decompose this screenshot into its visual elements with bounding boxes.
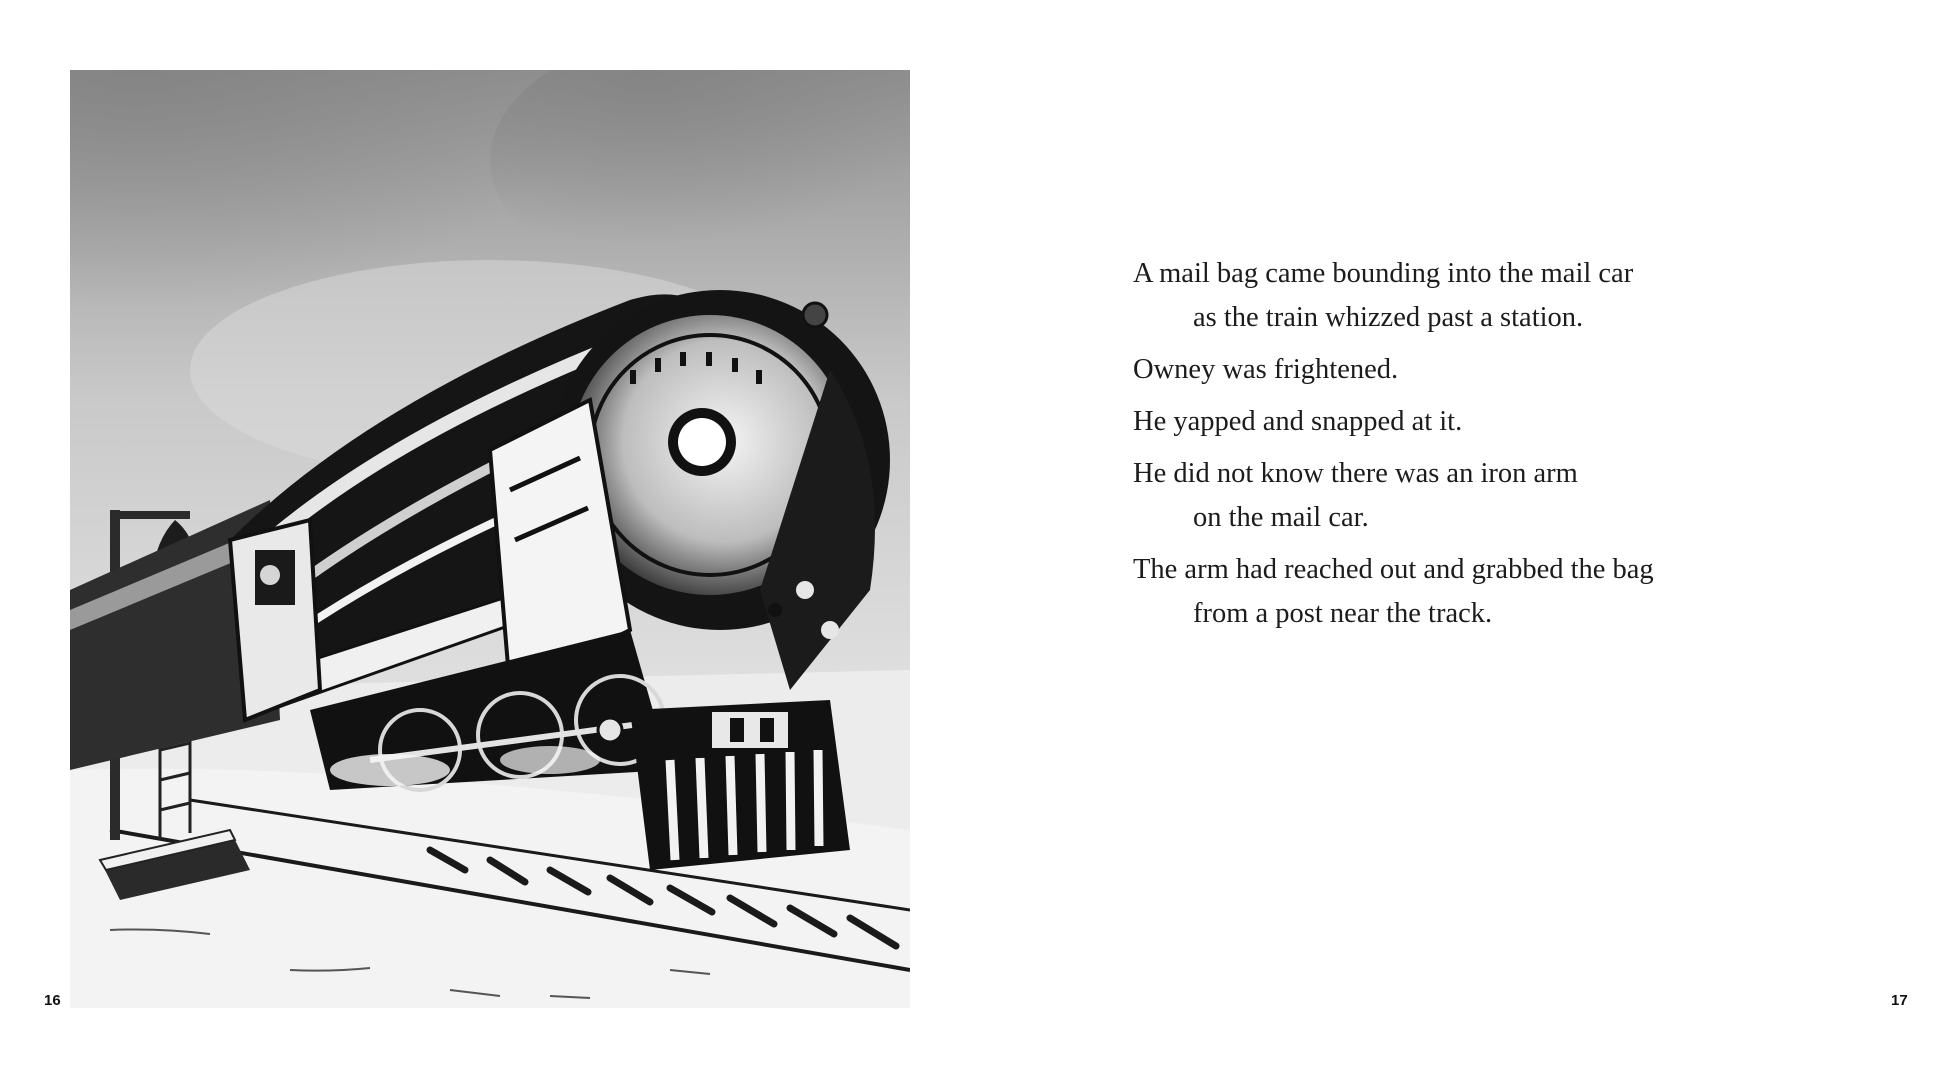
story-line: He did not know there was an iron arm (1133, 458, 1578, 489)
page-number-right: 17 (1891, 992, 1908, 1009)
steam-locomotive-icon (70, 70, 910, 1008)
story-line-indented: on the mail car. (1193, 502, 1369, 533)
locomotive-illustration (70, 70, 910, 1008)
story-paragraph-5 (1133, 548, 1853, 636)
story-line-indented: as the train whizzed past a station. (1193, 302, 1584, 333)
story-line: He yapped and snapped at it. (1133, 406, 1463, 437)
story-paragraph-3 (1133, 400, 1853, 444)
story-paragraph-1 (1133, 252, 1853, 340)
story-text (1133, 252, 1853, 644)
story-line: Owney was frightened. (1133, 354, 1399, 385)
story-paragraph-2 (1133, 348, 1853, 392)
story-paragraph-4 (1133, 452, 1853, 540)
page-number-left: 16 (44, 992, 61, 1009)
story-line: A mail bag came bounding into the mail car (1133, 258, 1634, 289)
story-line-indented: from a post near the track. (1193, 598, 1493, 629)
story-line: The arm had reached out and grabbed the bag (1133, 554, 1654, 585)
